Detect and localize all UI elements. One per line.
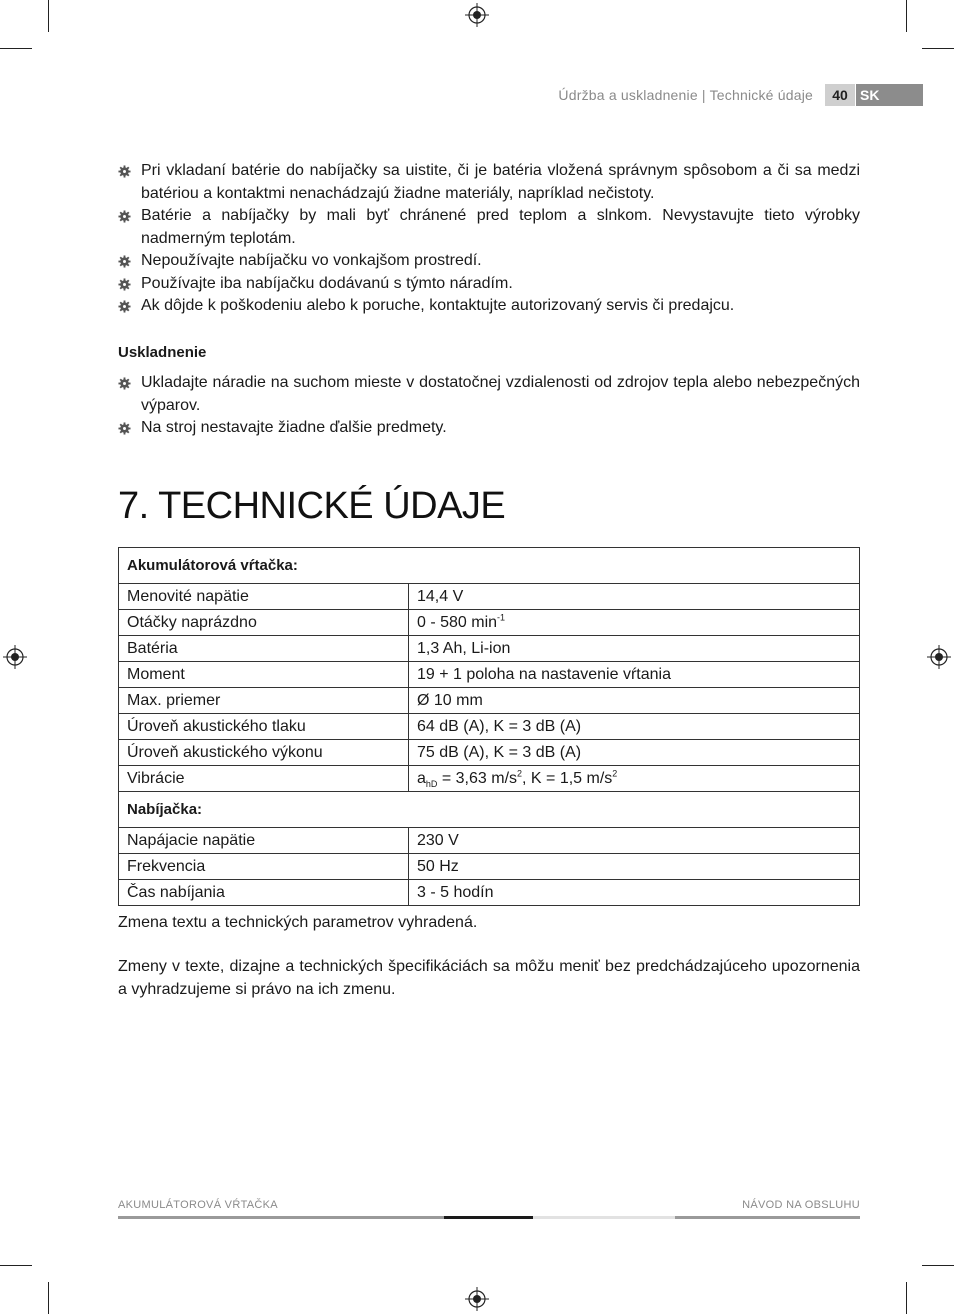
spec-value (409, 879, 860, 905)
spec-row (119, 879, 860, 905)
spec-value-text: 64 dB (A), K = 3 dB (A) (417, 717, 582, 735)
spec-label: Otáčky naprázdno (119, 609, 409, 635)
spec-value-text: 230 V (417, 831, 459, 849)
spec-row (119, 609, 860, 635)
bullet-text: Pri vkladaní batérie do nabíjačky sa uistite, či je batéria vložená správnym spôsobom a či sa medzi batériou a kontaktmi nenachádzajú žiadne materiály, napríklad nečistoty. (141, 162, 860, 202)
spec-label: Úroveň akustického tlaku (119, 713, 409, 739)
spec-label: Menovité napätie (119, 583, 409, 609)
bullet-item (118, 372, 860, 417)
spec-row (119, 827, 860, 853)
spec-value-text: Ø 10 mm (417, 691, 483, 709)
spec-value-text: 14,4 V (417, 587, 464, 605)
spec-value (409, 827, 860, 853)
section-title: 7. TECHNICKÉ ÚDAJE (118, 484, 506, 527)
bullet-item (118, 205, 860, 250)
spec-row (119, 853, 860, 879)
vibration-uncertainty: , K = 1,5 m/s (522, 769, 613, 787)
crop-mark (922, 48, 954, 49)
spec-value-text: 1,3 Ah, Li-ion (417, 639, 511, 657)
bullet-list-storage (118, 372, 860, 440)
language-badge: SK (856, 84, 923, 106)
note-changes: Zmeny v texte, dizajne a technických špecifikáciách sa môžu meniť bez predchádzajúceho upozornenia a vyhradzujeme si právo na ich zmenu. (118, 958, 860, 998)
spec-value-text: 75 dB (A), K = 3 dB (A) (417, 743, 582, 761)
crop-mark (48, 0, 49, 32)
registration-mark-icon (927, 645, 951, 669)
spec-label: Moment (119, 661, 409, 687)
footer-manual: NÁVOD NA OBSLUHU (742, 1199, 860, 1211)
footer-bar (118, 1216, 444, 1219)
spec-value (409, 853, 860, 879)
page-number: 40 (825, 84, 855, 106)
crop-mark (0, 1265, 32, 1266)
cog-bullet-icon (118, 278, 131, 291)
spec-group-label: Nabíjačka: (119, 791, 860, 827)
spec-label: Frekvencia (119, 853, 409, 879)
footer-bar (675, 1216, 860, 1219)
vibration-sub: hD (425, 778, 438, 789)
vibration-value: = 3,63 m/s (437, 769, 518, 787)
spec-label: Max. priemer (119, 687, 409, 713)
vibration-sup: 2 (517, 768, 523, 779)
bullet-text: Batérie a nabíjačky by mali byť chránené pred teplom a slnkom. Nevystavujte tieto výrobky nadmerným teplotám. (141, 207, 860, 247)
spec-value (409, 635, 860, 661)
crop-mark (906, 0, 907, 32)
spec-group-label: Akumulátorová vŕtačka: (119, 547, 860, 583)
cog-bullet-icon (118, 300, 131, 313)
spec-row (119, 661, 860, 687)
bullet-text: Ukladajte náradie na suchom mieste v dostatočnej vzdialenosti od zdrojov tepla alebo nebezpečných výparov. (141, 374, 860, 414)
spec-row (119, 687, 860, 713)
footer-bar (444, 1216, 533, 1219)
spec-value (409, 687, 860, 713)
bullet-item (118, 250, 860, 273)
cog-bullet-icon (118, 165, 131, 178)
spec-value-text: 50 Hz (417, 857, 459, 875)
spec-value (409, 661, 860, 687)
spec-value-text: 3 - 5 hodín (417, 883, 494, 901)
spec-label: Čas nabíjania (119, 879, 409, 905)
crop-mark (48, 1282, 49, 1314)
cog-bullet-icon (118, 377, 131, 390)
bullet-item (118, 295, 860, 318)
storage-heading: Uskladnenie (118, 343, 207, 361)
spec-value-text: 19 + 1 poloha na nastavenie vŕtania (417, 665, 671, 683)
footer-bar (533, 1216, 675, 1219)
spec-row (119, 635, 860, 661)
bullet-item (118, 417, 860, 440)
spec-value (409, 713, 860, 739)
spec-label: Vibrácie (119, 765, 409, 791)
footer-product: AKUMULÁTOROVÁ VŔTAČKA (118, 1199, 278, 1211)
spec-value (409, 765, 860, 791)
note-reserved: Zmena textu a technických parametrov vyhradená. (118, 913, 478, 931)
registration-mark-icon (465, 1287, 489, 1311)
spec-row (119, 765, 860, 791)
page-content (118, 160, 860, 1001)
spec-row (119, 739, 860, 765)
bullet-text: Ak dôjde k poškodeniu alebo k poruche, kontaktujte autorizovaný servis či predajcu. (141, 297, 735, 314)
bullet-list-charger-safety (118, 160, 860, 318)
spec-label: Napájacie napätie (119, 827, 409, 853)
spec-value (409, 609, 860, 635)
crop-mark (0, 48, 32, 49)
spec-value (409, 583, 860, 609)
crop-mark (922, 1265, 954, 1266)
page-header (480, 84, 923, 106)
spec-value-sup: -1 (497, 612, 506, 623)
cog-bullet-icon (118, 255, 131, 268)
header-title: Údržba a uskladnenie | Technické údaje (558, 87, 813, 103)
spec-row (119, 713, 860, 739)
spec-label: Úroveň akustického výkonu (119, 739, 409, 765)
cog-bullet-icon (118, 210, 131, 223)
spec-group-heading (119, 791, 860, 827)
spec-table (118, 547, 860, 906)
cog-bullet-icon (118, 422, 131, 435)
registration-mark-icon (3, 645, 27, 669)
spec-group-heading (119, 547, 860, 583)
registration-mark-icon (465, 3, 489, 27)
bullet-item (118, 160, 860, 205)
crop-mark (906, 1282, 907, 1314)
bullet-item (118, 273, 860, 296)
spec-label: Batéria (119, 635, 409, 661)
spec-value (409, 739, 860, 765)
vibration-symbol: a (417, 769, 426, 787)
spec-row (119, 583, 860, 609)
bullet-text: Na stroj nestavajte žiadne ďalšie predmety. (141, 419, 447, 436)
vibration-sup: 2 (612, 768, 618, 779)
bullet-text: Používajte iba nabíjačku dodávanú s týmto náradím. (141, 274, 513, 292)
spec-value-text: 0 - 580 min (417, 613, 498, 631)
bullet-text: Nepoužívajte nabíjačku vo vonkajšom prostredí. (141, 252, 482, 269)
